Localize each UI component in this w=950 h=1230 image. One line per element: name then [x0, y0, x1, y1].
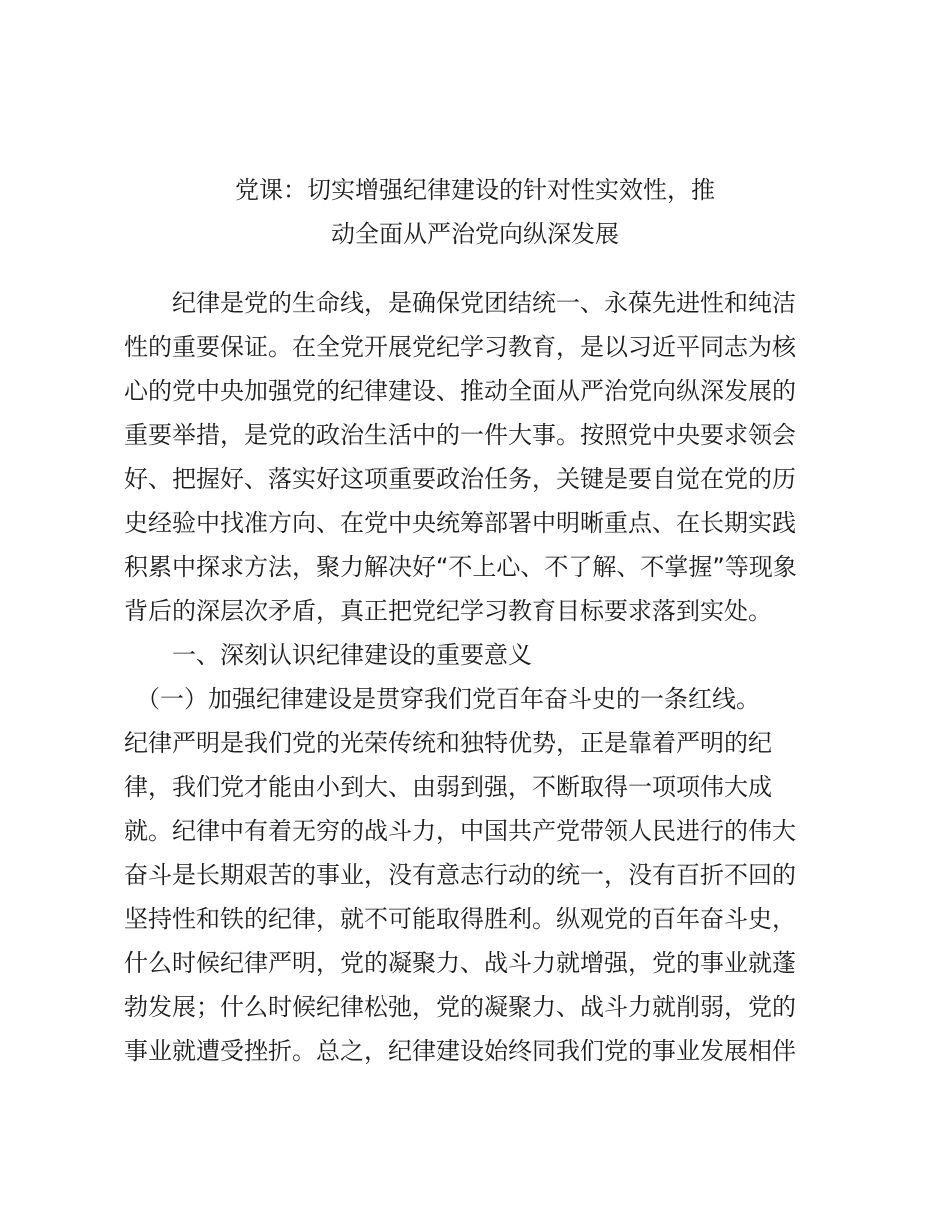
body-line: 律，我们党才能由小到大、由弱到强，不断取得一项项伟大成	[124, 773, 772, 801]
body-line: 奋斗是长期艰苦的事业，没有意志行动的统一，没有百折不回的	[124, 861, 796, 889]
body-line: 事业就遭受挫折。总之，纪律建设始终同我们党的事业发展相伴	[124, 1037, 796, 1065]
section-heading: 一、深刻认识纪律建设的重要意义	[124, 641, 532, 669]
body-line: 积累中探求方法，聚力解决好“不上心、不了解、不掌握”等现象	[124, 553, 797, 581]
body-line: 好、把握好、落实好这项重要政治任务，关键是要自觉在党的历	[124, 465, 796, 493]
body-line: 纪律严明是我们党的光荣传统和独特优势，正是靠着严明的纪	[124, 729, 772, 757]
body-line: 勃发展；什么时候纪律松弛，党的凝聚力、战斗力就削弱，党的	[124, 993, 796, 1021]
document-title	[110, 168, 840, 256]
body-line: 坚持性和铁的纪律，就不可能取得胜利。纵观党的百年奋斗史，	[124, 905, 796, 933]
body-line: 重要举措，是党的政治生活中的一件大事。按照党中央要求领会	[124, 421, 796, 449]
body-line: 性的重要保证。在全党开展党纪学习教育，是以习近平同志为核	[124, 333, 796, 361]
body-line: 就。纪律中有着无穷的战斗力，中国共产党带领人民进行的伟大	[124, 817, 796, 845]
title-line: 党课：切实增强纪律建设的针对性实效性，推	[235, 176, 715, 204]
title-line: 动全面从严治党向纵深发展	[331, 220, 619, 248]
body-line: 心的党中央加强党的纪律建设、推动全面从严治党向纵深发展的	[124, 377, 796, 405]
body-line: 纪律是党的生命线，是确保党团结统一、永葆先进性和纯洁	[124, 289, 796, 317]
body-line: 什么时候纪律严明，党的凝聚力、战斗力就增强，党的事业就蓬	[124, 949, 796, 977]
subsection-heading: （一）加强纪律建设是贯穿我们党百年奋斗史的一条红线。	[124, 685, 760, 713]
body-line: 史经验中找准方向、在党中央统筹部署中明晰重点、在长期实践	[124, 509, 796, 537]
body-line: 背后的深层次矛盾，真正把党纪学习教育目标要求落到实处。	[124, 597, 772, 625]
document-body	[124, 281, 844, 1073]
